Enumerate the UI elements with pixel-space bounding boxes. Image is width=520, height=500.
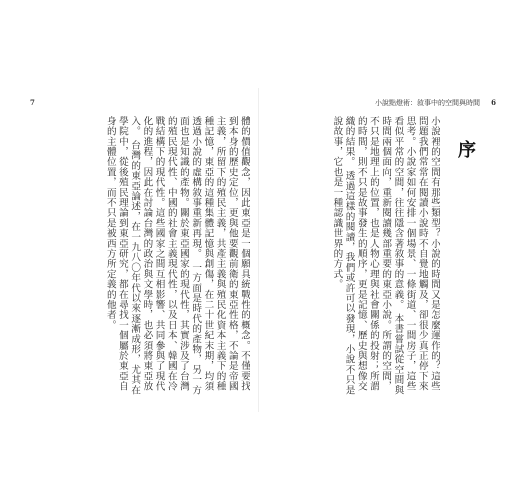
right-page-body-text: 小說裡的空間有那些類型？小說的時間又是怎麼運作的？這些問題我們常常在閱讀小說時不自覺地觸及，卻很少真正停下來思考。小說家如何安排一個場景、一條街道、一間房子，這些看似平常的空間，往往隱含著敘事的意義。 本書嘗試從空間與時間兩個面向，重新閱讀幾部重要的東亞小說。所謂的空間，不只是地理上的位置，也是人物心理與社會關係的投射；所謂的時間，則不只是故事發生的順序，更是記憶、歷史與想像交織的結果。 透過這樣的閱讀，我們或許可以發現，小說不只是說故事，它也是一種認識世界的方式。 — [331, 116, 440, 396]
left-page — [18, 88, 259, 412]
right-page — [262, 88, 502, 412]
left-page-number: 7 — [30, 98, 35, 107]
section-title: 序 — [455, 140, 476, 164]
book-spread — [18, 88, 502, 412]
right-page-number: 6 — [491, 98, 496, 107]
running-header-title: 小說點燈術：敘事中的空間與時間 — [375, 99, 480, 107]
left-page-body-text: 體的價值觀念，因此東亞是一個願具統戰性的概念。不僅要找到本身的歷史定位，更與他要觀前衛的東亞性格，不論是帝國主義，所留下的殖民主義，共產主義與殖民化資本主義下的種種記憶，東亞的這種集體記憶與創傷，在二十世紀末期，均須透過小說的虛構敘事重新再現。 一方面是時代的產物，另一方面也是知識的產物。關於東亞國家的現代性，其實涉及了台灣的殖民現代性、中國的社會主義現代性，以及日本、韓國在冷戰結構下的現代性。這些國家之間互相影響、共同參與了現代化的進程，因此在討論台灣的政治與文學時，也必須將東亞放入。 台灣的東亞論述，在一九八〇年代以來逐漸成形，尤其在學院中，從後殖民理論到東亞研究，都在尋找一個屬於東亞自身的主體位置，而不只是被西方所定義的他者。 — [104, 116, 250, 396]
